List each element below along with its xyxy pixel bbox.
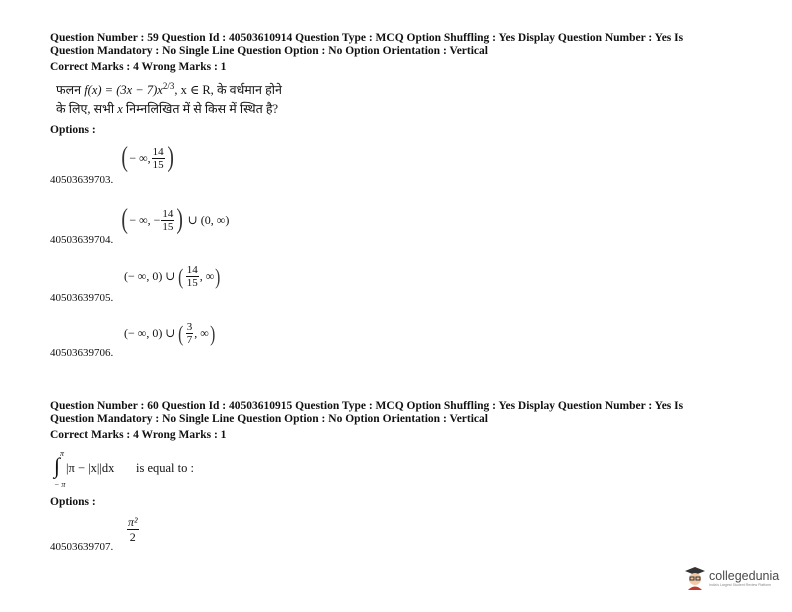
left-paren: ( — [121, 142, 128, 173]
q59-header-line2: Question Mandatory : No Single Line Question Option : No Option Orientation : Vertical — [50, 45, 488, 57]
numerator: 14 — [162, 207, 174, 220]
q60-options-label: Options : — [50, 496, 96, 508]
q60-text-suffix: is equal to : — [136, 461, 194, 475]
left-paren: ( — [178, 320, 184, 346]
q59-option-a-fraction — [152, 146, 165, 171]
q59-option-c-id: 40503639705. — [50, 292, 114, 304]
q59-option-b-fraction — [161, 208, 174, 233]
q59-option-c-interval-end: , ∞ — [199, 269, 215, 283]
logo-tagline: India's Largest Student Review Platform — [709, 583, 772, 587]
q59-header-line1: Question Number : 59 Question Id : 40503610914 Question Type : MCQ Option Shuffling : Yes Display Question Number : Yes Is — [50, 32, 684, 44]
q60-option-a-id: 40503639707. — [50, 541, 114, 553]
q59-text-suffix: के वर्धमान होने — [216, 83, 282, 98]
denominator: 15 — [152, 158, 164, 171]
right-paren: ) — [215, 263, 221, 289]
q59-option-d-expression[interactable] — [124, 321, 216, 346]
collegedunia-logo — [684, 566, 779, 590]
q59-option-d-interval-end: , ∞ — [194, 326, 209, 340]
q59-text-prefix: फलन — [56, 83, 82, 98]
q60-lower-limit: − π — [54, 480, 66, 489]
q59-options-label: Options : — [50, 124, 96, 136]
denominator: 2 — [129, 530, 136, 544]
q59-option-b-id: 40503639704. — [50, 234, 114, 246]
right-paren: ) — [167, 142, 174, 173]
q59-marks: Correct Marks : 4 Wrong Marks : 1 — [50, 61, 227, 73]
q59-text-line2-prefix: के लिए, सभी — [56, 102, 115, 117]
q59-option-a-expression[interactable] — [120, 144, 175, 172]
integral-sign-icon: ∫ — [54, 453, 61, 478]
q59-function: f(x) = (3x − 7)x — [84, 83, 163, 98]
logo-name: collegedunia — [709, 569, 780, 583]
right-paren: ) — [176, 204, 184, 235]
q59-option-d-id: 40503639706. — [50, 347, 114, 359]
q60-option-a-expression[interactable] — [127, 515, 139, 544]
q60-upper-limit: π — [60, 449, 65, 458]
denominator: 15 — [186, 277, 198, 289]
q59-domain: , x ∈ R, — [174, 83, 214, 98]
numerator: 14 — [186, 264, 198, 276]
numerator: π² — [128, 515, 138, 529]
left-paren: ( — [178, 263, 184, 289]
q59-option-a-id: 40503639703. — [50, 174, 114, 186]
numerator: 14 — [152, 145, 164, 158]
q60-question-text — [50, 449, 270, 493]
q59-option-c-fraction — [186, 264, 199, 289]
q59-exponent: 2/3 — [162, 81, 175, 91]
q60-marks: Correct Marks : 4 Wrong Marks : 1 — [50, 429, 227, 441]
q59-option-c-interval-start: (− ∞, 0) ∪ — [124, 269, 176, 283]
q59-option-c-expression[interactable] — [124, 264, 222, 289]
q60-header — [50, 400, 750, 426]
denominator: 7 — [186, 334, 193, 346]
left-paren: ( — [121, 204, 128, 235]
q59-option-b-union: ∪ (0, ∞) — [187, 212, 230, 227]
q59-option-b-interval-start: − ∞, − — [129, 212, 161, 227]
q59-option-d-interval-start: (− ∞, 0) ∪ — [124, 326, 176, 340]
q59-option-d-fraction — [186, 321, 194, 346]
q60-integrand: |π − |x||dx — [66, 461, 115, 475]
q59-option-a-interval-start: − ∞, — [129, 150, 151, 165]
q60-header-line2: Question Mandatory : No Single Line Question Option : No Option Orientation : Vertical — [50, 413, 488, 425]
q59-text-line1 — [56, 77, 356, 100]
q60-header-line1: Question Number : 60 Question Id : 40503610915 Question Type : MCQ Option Shuffling : Yes Display Question Number : Yes Is — [50, 400, 684, 412]
q59-text-line2 — [56, 100, 356, 119]
q59-question-text — [56, 77, 356, 119]
q59-variable: x — [117, 102, 123, 117]
q59-header — [50, 32, 750, 58]
numerator: 3 — [186, 321, 193, 333]
right-paren: ) — [209, 320, 215, 346]
denominator: 15 — [162, 220, 174, 233]
q59-text-line2-suffix: निम्नलिखित में से किस में स्थित है? — [125, 102, 279, 117]
graduate-mascot-icon — [684, 566, 706, 590]
q59-option-b-expression[interactable] — [120, 206, 229, 234]
